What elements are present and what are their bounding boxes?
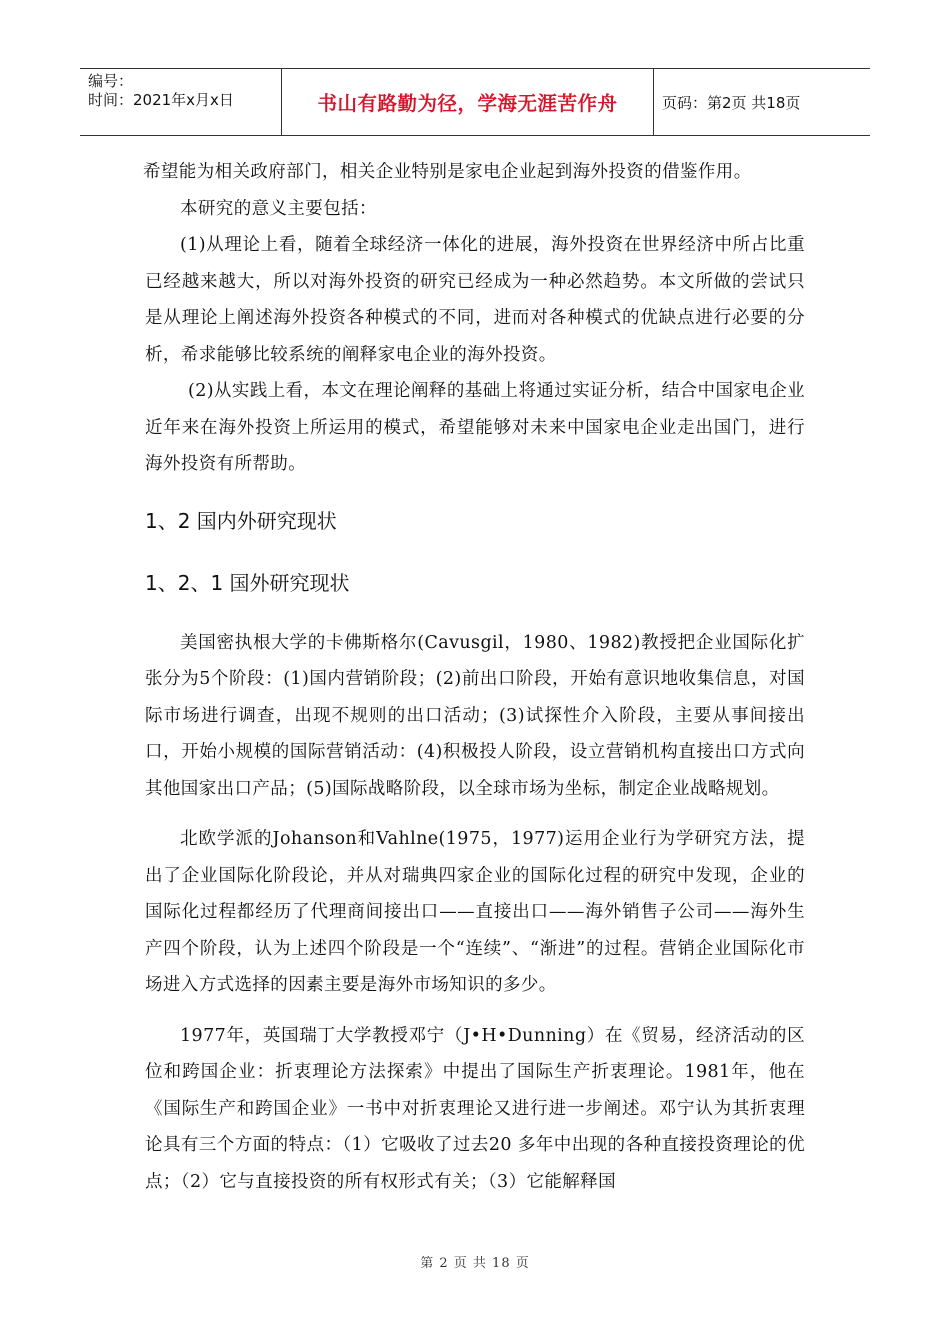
paragraph-theory-significance: (1)从理论上看，随着全球经济一体化的进展，海外投资在世界经济中所占比重已经越来越大，所以对海外投资的研究已经成为一种必然趋势。本文所做的尝试只是从理论上阐述海外投资各种模式的不同，进而对各种模式的优缺点进行必要的分析，希求能够比较系统的阐释家电企业的海外投资。 [145, 235, 805, 365]
header-page-info: 页码：第2页 共18页 [662, 93, 801, 112]
subsection-heading-foreign-research: 1、2、1 国外研究现状 [145, 570, 350, 595]
paragraph-intro-continued: 希望能为相关政府部门，相关企业特别是家电企业起到海外投资的借鉴作用。 [143, 162, 752, 182]
document-date: 时间：2021年x月x日 [88, 91, 234, 109]
document-number-label: 编号： [88, 72, 134, 90]
header-motto: 书山有路勤为径，学海无涯苦作舟 [282, 69, 654, 135]
page-footer-number: 第 2 页 共 18 页 [420, 1256, 530, 1271]
paragraph-significance-lead: 本研究的意义主要包括： [180, 198, 377, 219]
paragraph-practice-significance: (2)从实践上看，本文在理论阐释的基础上将通过实证分析，结合中国家电企业近年来在海外投资上所运用的模式，希望能够对未来中国家电企业走出国门，进行海外投资有所帮助。 [145, 381, 805, 474]
paragraph-nordic-school: 北欧学派的Johanson和Vahlne(1975，1977)运用企业行为学研究方法，提出了企业国际化阶段论，并从对瑞典四家企业的国际化过程的研究中发现，企业的国际化过程都经历了代理商间接出口——直接出口——海外销售子公司——海外生产四个阶段，认为上述四个阶段是一个“连续”、“渐进”的过程。营销企业国际化市场进入方式选择的因素主要是海外市场知识的多少。 [145, 829, 805, 995]
paragraph-dunning: 1977年，英国瑞丁大学教授邓宁（J•H•Dunning）在《贸易，经济活动的区位和跨国企业：折衷理论方法探索》中提出了国际生产折衷理论。1981年，他在《国际生产和跨国企业》一书中对折衷理论又进行进一步阐述。邓宁认为其折衷理论具有三个方面的特点：（1）它吸收了过去20 多年中出现的各种直接投资理论的优点；（2）它与直接投资的所有权形式有关；（3）它能解释国 [145, 1025, 805, 1192]
page-header [80, 68, 870, 136]
document-body [145, 154, 805, 1200]
header-meta [80, 69, 282, 135]
section-heading-research-status: 1、2 国内外研究现状 [145, 508, 337, 533]
paragraph-cavusgil: 美国密执根大学的卡佛斯格尔(Cavusgil，1980、1982)教授把企业国际化扩张分为5个阶段：(1)国内营销阶段；(2)前出口阶段，开始有意识地收集信息，对国际市场进行调查，出现不规则的出口活动；(3)试探性介入阶段，主要从事间接出口，开始小规模的国际营销活动：(4)积极投人阶段，设立营销机构直接出口方式向其他国家出口产品；(5)国际战略阶段，以全球市场为坐标，制定企业战略规划。 [145, 632, 805, 799]
